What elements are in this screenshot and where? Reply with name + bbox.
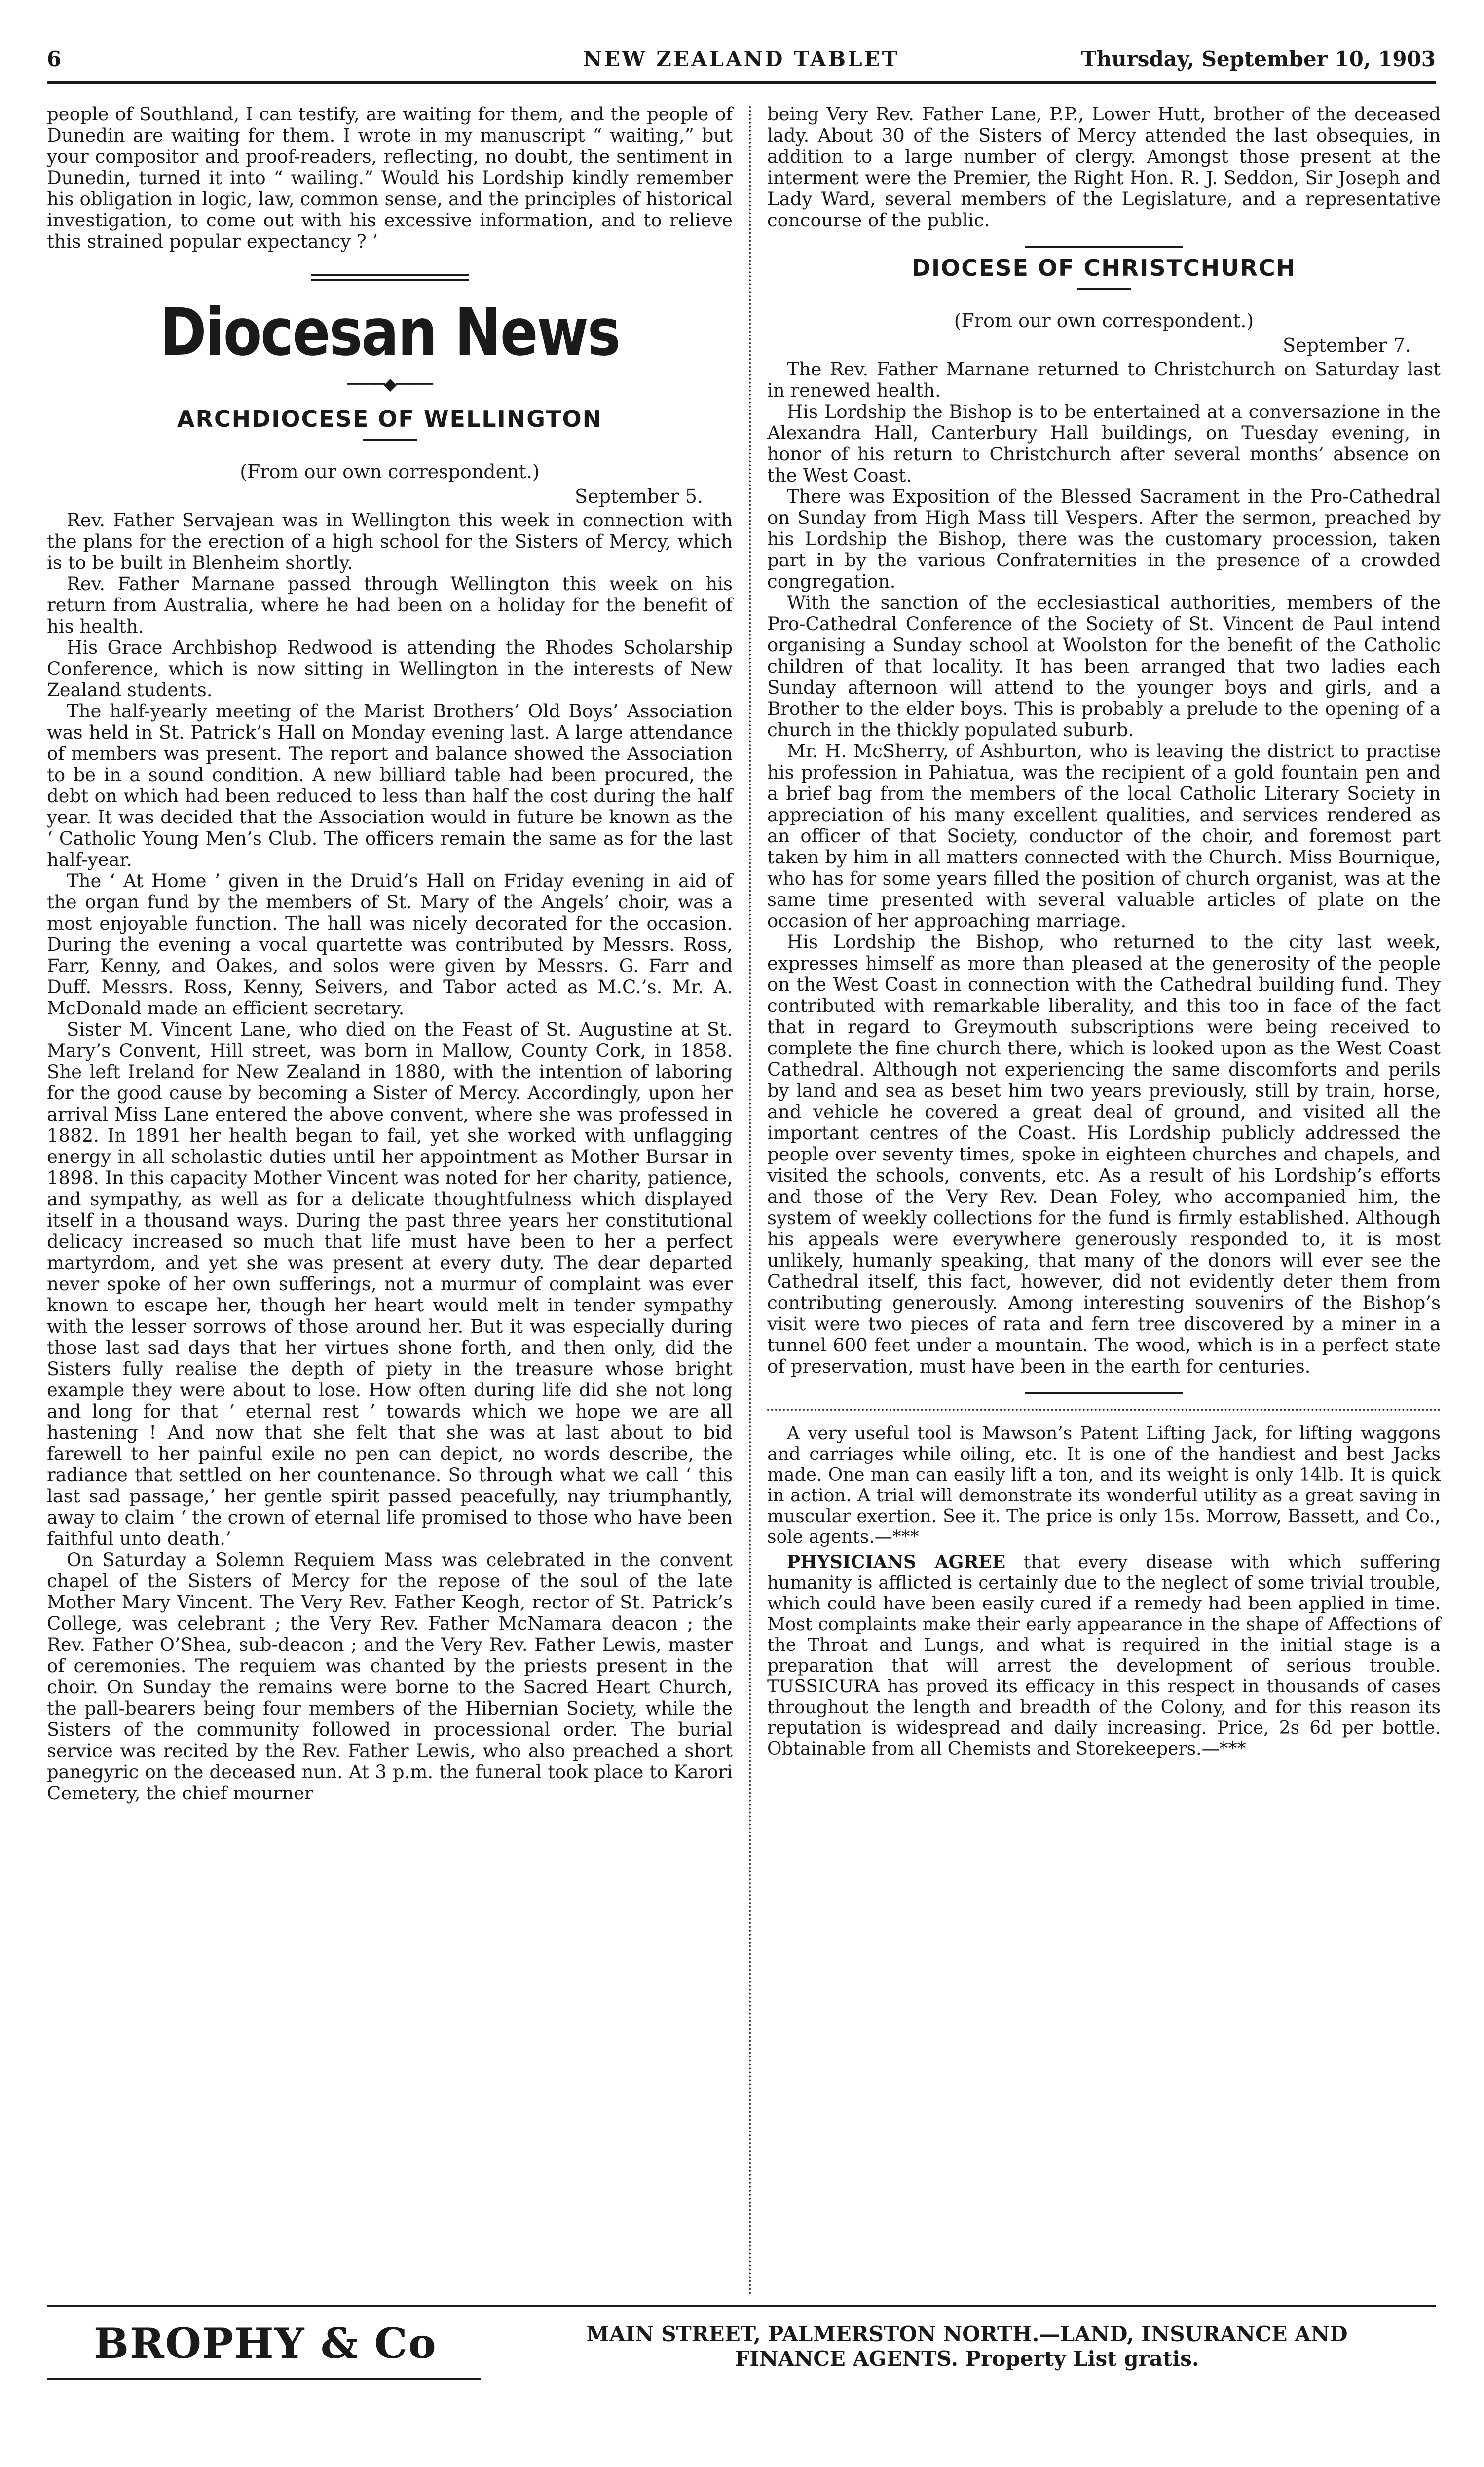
short-divider [1077, 288, 1131, 290]
continued-paragraph: being Very Rev. Father Lane, P.P., Lower Hutt, brother of the deceased lady. About 30 of the Sisters of Mercy attended the last obsequies, in addition to a large number of clergy. Amongst those present at the interment were the Premier, the Right Hon. R. J. Seddon, Sir Joseph and Lady Ward, several members of the Legislature, and a representative concourse of the public. [767, 104, 1441, 231]
news-paragraph: Rev. Father Servajean was in Wellington this week in connection with the plans for the erection of a high school for the Sisters of Mercy, which is to be built in Blenheim shortly. [47, 510, 733, 573]
section-divider-thin [311, 279, 469, 281]
advert-heading: PHYSICIANS AGREE [787, 1552, 1006, 1572]
news-paragraph: The half-yearly meeting of the Marist Brothers’ Old Boys’ Association was held in St. Patrick’s Hall on Monday evening last. A large attendance of members was present. The report and balance showed the Association to be in a sound condition. A new billiard table had been procured, the debt on which had been reduced to less than half the cost during the half year. It was decided that the Association would in future be known as the ‘ Catholic Young Men’s Club. The officers remain the same as for the last half-year. [47, 701, 733, 870]
news-paragraph: On Saturday a Solemn Requiem Mass was celebrated in the convent chapel of the Sisters of Mercy for the repose of the soul of the late Mother Mary Vincent. The Very Rev. Father Keogh, rector of St. Patrick’s College, was celebrant ; the Very Rev. Father McNamara deacon ; the Rev. Father O’Shea, sub-deacon ; and the Very Rev. Father Lewis, master of ceremonies. The requiem was chanted by the priests present in the choir. On Sunday the remains were borne to the Sacred Heart Church, the pall-bearers being four members of the Hibernian Society, while the Sisters of the community followed in processional order. The burial service was recited by the Rev. Father Lewis, who also preached a short panegyric on the deceased nun. At 3 p.m. the funeral took place to Karori Cemetery, the chief mourner [47, 1549, 733, 1804]
advert-tussicura [767, 1552, 1441, 1759]
footer-advert [47, 2319, 1436, 2393]
footer-rule [47, 2305, 1436, 2307]
news-paragraph: His Lordship the Bishop, who returned to the city last week, expresses himself as more than pleased at the generosity of the people on the West Coast in connection with the Cathedral building fund. They contributed with remarkable liberality, and this too in face of the fact that in regard to Greymouth subscriptions were being received to complete the fine church there, which is looked upon as the West Coast Cathedral. Although not experiencing the same discomforts and perils by land and sea as beset him two years previously, still by train, horse, and vehicle he covered a great deal of ground, and visited all the important centres of the Coast. His Lordship publicly addressed the people over seventy times, spoke in eighteen churches and chapels, and visited the schools, convents, etc. As a result of his Lordship’s efforts and those of the Very Rev. Dean Foley, who accompanied him, the system of weekly collections for the fund is firmly established. Although his appeals were everywhere generously responded to, it is most unlikely, humanly speaking, that many of the donors will ever see the Cathedral itself, this fact, however, did not evidently deter them from contributing generously. Among interesting souvenirs of the Bishop’s visit were two pieces of rata and fern tree discovered by a miner in a tunnel 600 feet under a mountain. The wood, which is in a perfect state of preservation, must have been in the earth for centuries. [767, 932, 1441, 1377]
advert-body: that every disease with which suffering humanity is afflicted is certainly due to the neglect of some trivial trouble, which could have been easily cured if a remedy had been applied in time. Most complaints make their early appearance in the shape of Affections of the Throat and Lungs, and what is required in the initial stage is a preparation that will arrest the development of serious trouble. TUSSICURA has proved its efficacy in this respect in thousands of cases throughout the length and breadth of the Colony, and for this reason its reputation is widespread and daily increasing. Price, 2s 6d per bottle. Obtainable from all Chemists and Storekeepers.—*** [767, 1552, 1441, 1759]
page-header [47, 47, 1436, 81]
ornament-rule: ────◆──── [347, 374, 432, 394]
section-title-wellington: ARCHDIOCESE OF WELLINGTON [177, 406, 603, 432]
diocesan-news-masthead: Diocesan News [160, 295, 620, 371]
footer-line-2: FINANCE AGENTS. Property List gratis. [735, 2347, 1199, 2371]
article-end-rule [1025, 1392, 1183, 1394]
advertisements [767, 1409, 1441, 1759]
obituary-paragraph: Sister M. Vincent Lane, who died on the Feast of St. Augustine at St. Mary’s Convent, Hill street, was born in Mallow, County Cork, in 1858. She left Ireland for New Zealand in 1880, with the intention of laboring for the good cause by becoming a Sister of Mercy. Accordingly, upon her arrival Miss Lane entered the above convent, where she was professed in 1882. In 1891 her health began to fail, yet she worked with unflagging energy in all scholastic duties until her appointment as Mother Bursar in 1898. In this capacity Mother Vincent was noted for her charity, patience, and sympathy, as well as for a delicate thoughtfulness which displayed itself in a thousand ways. During the past three years her constitutional delicacy increased so much that life must have been to her a perfect martyrdom, and yet she was present at every duty. The dear departed never spoke of her own sufferings, not a murmur of complaint was ever known to escape her, though her heart would melt in tender sympathy with the lesser sorrows of those around her. But it was especially during those last sad days that her virtues shone forth, and then only, did the Sisters fully realise the depth of piety in the treasure whose bright example they were about to lose. How often during life did she not long and long for that ‘ eternal rest ’ towards which we hope we are all hastening ! And now that she felt that she was at last about to bid farewell to her painful exile no pen can depict, no words describe, the radiance that settled on her countenance. So through what we call ‘ this last sad passage,’ her gentle spirit passed peacefully, nay triumphantly, away to claim ‘ the crown of eternal life promised to those who have been faithful unto death.’ [47, 1019, 733, 1549]
advert-lifting-jack: A very useful tool is Mawson’s Patent Lifting Jack, for lifting waggons and carriages while oiling, etc. It is one of the handiest and best Jacks made. One man can easily lift a ton, and its weight is only 14lb. It is quick in action. A trial will demonstrate its wonderful utility as a great saving in muscular exertion. See it. The price is only 15s. Morrow, Bassett, and Co., sole agents.—*** [767, 1423, 1441, 1547]
news-paragraph: Mr. H. McSherry, of Ashburton, who is leaving the district to practise his profession in Pahiatua, was the recipient of a gold fountain pen and a brief bag from the members of the local Catholic Literary Society in appreciation of his many excellent qualities, and services rendered as an officer of that Society, conductor of the choir, and foremost part taken by him in all matters connected with the Church. Miss Bournique, who has for some years filled the position of church organist, was at the same time presented with several valuable articles of plate on the occasion of her approaching marriage. [767, 741, 1441, 932]
section-divider [1025, 246, 1183, 248]
issue-date: Thursday, September 10, 1903 [1081, 47, 1436, 71]
news-paragraph: His Grace Archbishop Redwood is attending the Rhodes Scholarship Conference, which is now sitting in Wellington in the interests of New Zealand students. [47, 637, 733, 701]
left-column [47, 104, 733, 1804]
news-paragraph: There was Exposition of the Blessed Sacrament in the Pro-Cathedral on Sunday from High Mass till Vespers. After the sermon, preached by his Lordship the Bishop, there was the customary procession, taken part in by the various Confraternities in the presence of a crowded congregation. [767, 486, 1441, 592]
letter-conclusion: people of Southland, I can testify, are waiting for them, and the people of Dunedin are waiting for them. I wrote in my manuscript “ waiting,” but your compositor and proof-readers, reflecting, no doubt, the sentiment in Dunedin, turned it into “ wailing.” Would his Lordship kindly remember his obligation in logic, law, common sense, and the principles of historical investigation, to come out with his excessive information, and to relieve this strained popular expectancy ? ’ [47, 104, 733, 252]
footer-text [511, 2322, 1423, 2371]
right-column [767, 104, 1441, 1759]
header-rule [47, 81, 1436, 84]
footer-brand: BROPHY & Co [94, 2319, 437, 2368]
page-number: 6 [47, 47, 62, 71]
short-divider [363, 439, 417, 441]
correspondent-credit: (From our own correspondent.) [954, 310, 1254, 332]
footer-line-1: MAIN STREET, PALMERSTON NORTH.—LAND, INSURANCE AND [586, 2322, 1348, 2346]
section-divider [311, 274, 469, 276]
section-title-christchurch: DIOCESE OF CHRISTCHURCH [911, 255, 1297, 281]
brand-underline [47, 2378, 481, 2380]
dateline: September 7. [1283, 335, 1411, 356]
news-paragraph: His Lordship the Bishop is to be entertained at a conversazione in the Alexandra Hall, Canterbury Hall buildings, on Tuesday evening, in honor of his return to Christchurch after several months’ absence on the West Coast. [767, 401, 1441, 486]
publication-title: NEW ZEALAND TABLET [583, 47, 899, 71]
column-separator [749, 106, 751, 2297]
news-paragraph: With the sanction of the ecclesiastical authorities, members of the Pro-Cathedral Conference of the Society of St. Vincent de Paul intend organising a Sunday school at Woolston for the benefit of the Catholic children of that locality. It has been arranged that two ladies each Sunday afternoon will attend to the younger boys and girls, and a Brother to the elder boys. This is probably a prelude to the opening of a church in the thickly populated suburb. [767, 592, 1441, 741]
correspondent-credit: (From our own correspondent.) [240, 461, 540, 483]
news-paragraph: Rev. Father Marnane passed through Wellington this week on his return from Australia, where he had been on a holiday for the benefit of his health. [47, 573, 733, 637]
news-paragraph: The Rev. Father Marnane returned to Christchurch on Saturday last in renewed health. [767, 359, 1441, 401]
news-paragraph: The ‘ At Home ’ given in the Druid’s Hall on Friday evening in aid of the organ fund by the members of St. Mary of the Angels’ choir, was a most enjoyable function. The hall was nicely decorated for the occasion. During the evening a vocal quartette was contributed by Messrs. Ross, Farr, Kenny, and Oakes, and solos were given by Messrs. G. Farr and Duff. Messrs. Ross, Kenny, Seivers, and Tabor acted as M.C.’s. Mr. A. McDonald made an efficient secretary. [47, 870, 733, 1019]
dateline: September 5. [575, 486, 703, 507]
